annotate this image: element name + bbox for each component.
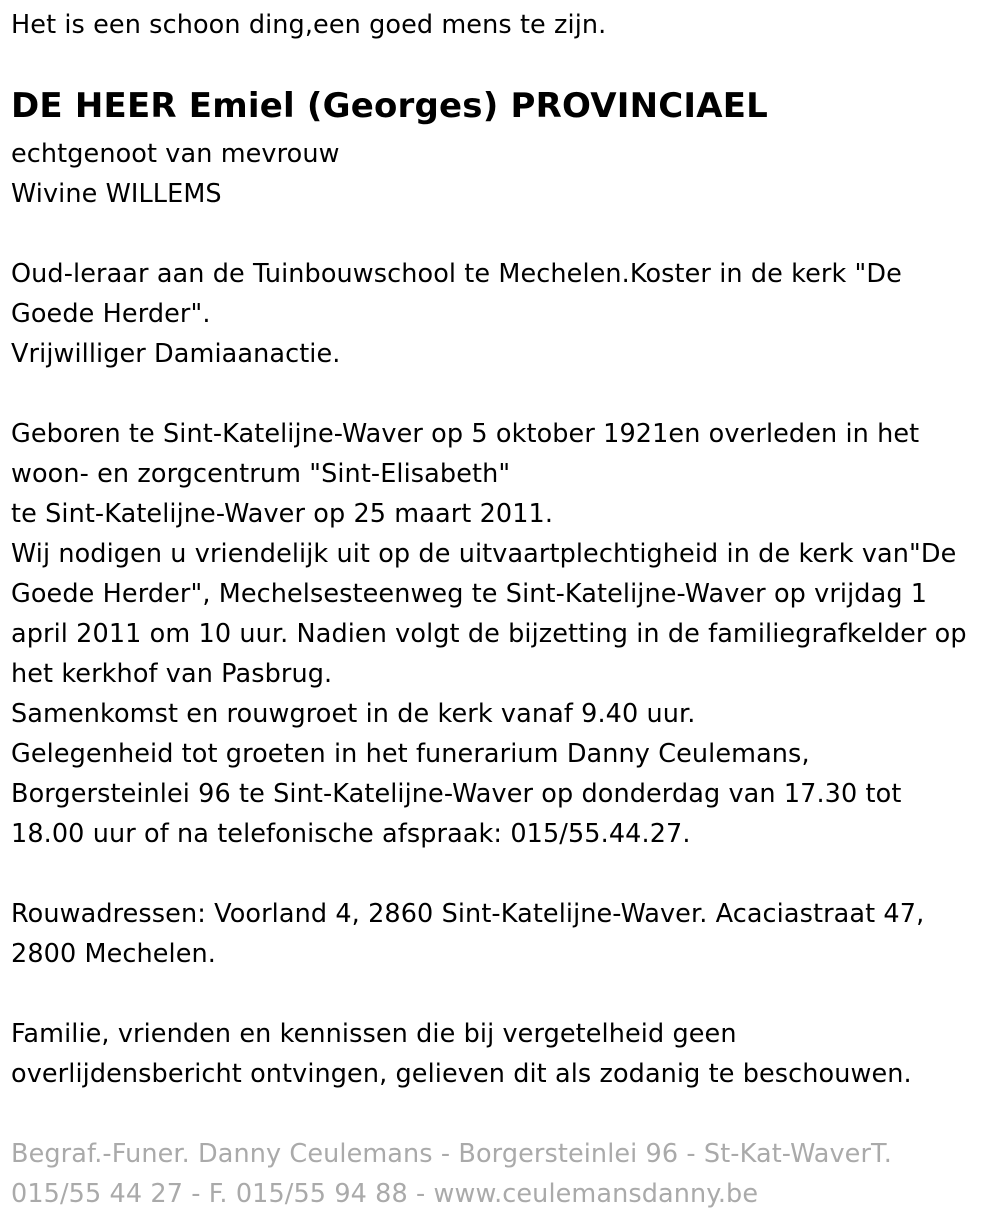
funeral-home-footer — [11, 1134, 892, 1214]
announcement-line: Borgersteinlei 96 te Sint-Katelijne-Waver op donderdag van 17.30 tot — [11, 779, 902, 809]
announcement-line: 18.00 uur of na telefonische afspraak: 015/55.44.27. — [11, 819, 691, 849]
announcement-line: april 2011 om 10 uur. Nadien volgt de bijzetting in de familiegrafkelder op — [11, 619, 967, 649]
occupation-block — [11, 254, 902, 374]
notice-line: overlijdensbericht ontvingen, gelieven dit als zodanig te beschouwen. — [11, 1059, 912, 1089]
occupation-line: Oud-leraar aan de Tuinbouwschool te Mechelen.Koster in de kerk "De — [11, 259, 902, 289]
announcement-line: het kerkhof van Pasbrug. — [11, 659, 333, 689]
announcement-line: Goede Herder", Mechelsesteenweg te Sint-Katelijne-Waver op vrijdag 1 — [11, 579, 928, 609]
footer-line: 015/55 44 27 - F. 015/55 94 88 - www.ceulemansdanny.be — [11, 1179, 759, 1209]
spouse-line: echtgenoot van mevrouw — [11, 139, 340, 169]
occupation-line: Goede Herder". — [11, 299, 211, 329]
occupation-line: Vrijwilliger Damiaanactie. — [11, 339, 341, 369]
deceased-name: DE HEER Emiel (Georges) PROVINCIAEL — [11, 86, 769, 126]
addresses-block — [11, 894, 924, 974]
address-line: 2800 Mechelen. — [11, 939, 217, 969]
announcement-line: Geboren te Sint-Katelijne-Waver op 5 oktober 1921en overleden in het — [11, 419, 920, 449]
address-line: Rouwadressen: Voorland 4, 2860 Sint-Katelijne-Waver. Acaciastraat 47, — [11, 899, 925, 929]
spouse-block — [11, 134, 340, 214]
announcement-line: Samenkomst en rouwgroet in de kerk vanaf 9.40 uur. — [11, 699, 696, 729]
spouse-line: Wivine WILLEMS — [11, 179, 222, 209]
announcement-line: Gelegenheid tot groeten in het funerarium Danny Ceulemans, — [11, 739, 810, 769]
footer-line: Begraf.-Funer. Danny Ceulemans - Borgersteinlei 96 - St-Kat-WaverT. — [11, 1139, 892, 1169]
notice-block — [11, 1014, 912, 1094]
motto: Het is een schoon ding,een goed mens te zijn. — [11, 10, 607, 40]
announcement-block — [11, 414, 967, 854]
announcement-line: woon- en zorgcentrum "Sint-Elisabeth" — [11, 459, 511, 489]
notice-line: Familie, vrienden en kennissen die bij vergetelheid geen — [11, 1019, 737, 1049]
announcement-line: te Sint-Katelijne-Waver op 25 maart 2011. — [11, 499, 554, 529]
announcement-line: Wij nodigen u vriendelijk uit op de uitvaartplechtigheid in de kerk van"De — [11, 539, 957, 569]
